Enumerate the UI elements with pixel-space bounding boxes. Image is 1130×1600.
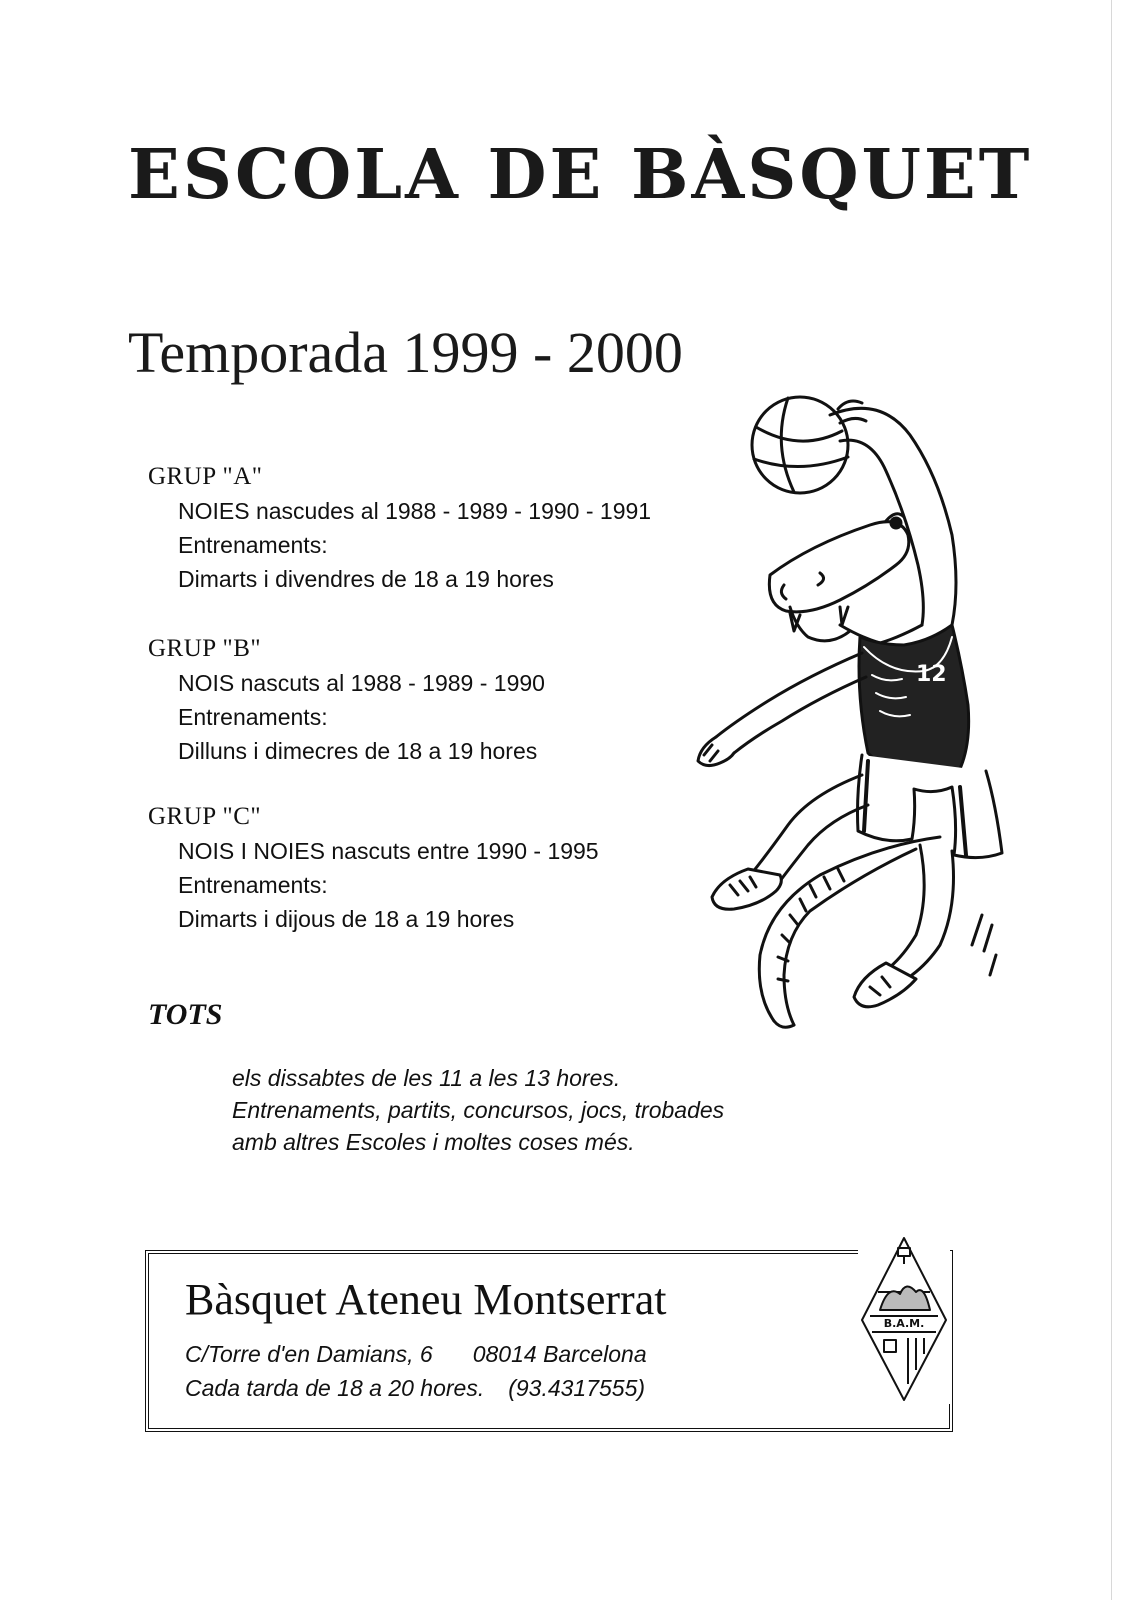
jersey-number: 12 [916, 662, 947, 687]
club-hours: Cada tarda de 18 a 20 hores. [185, 1375, 485, 1401]
page-title: ESCOLA DE BÀSQUET [128, 135, 1033, 215]
club-crest-initials: B.A.M. [883, 1317, 925, 1330]
group-c-players: NOIS I NOIES nascuts entre 1990 - 1995 [178, 838, 599, 864]
group-a-training-label: Entrenaments: [178, 532, 328, 558]
tots-title: TOTS [148, 998, 223, 1031]
group-c-schedule: Dimarts i dijous de 18 a 19 hores [178, 906, 515, 932]
club-address: C/Torre d'en Damians, 6 [185, 1341, 433, 1367]
club-name: Bàsquet Ateneu Montserrat [185, 1275, 667, 1324]
group-c-training-label: Entrenaments: [178, 872, 328, 898]
tots-line-3: amb altres Escoles i moltes coses més. [232, 1129, 635, 1155]
season-title: Temporada 1999 - 2000 [128, 320, 683, 385]
tots-line-1: els dissabtes de les 11 a les 13 hores. [232, 1065, 621, 1091]
page-edge [1111, 0, 1112, 1600]
tots-description [232, 1062, 852, 1158]
club-phone: (93.4317555) [508, 1375, 646, 1401]
club-crest-icon [858, 1234, 950, 1404]
group-b-schedule: Dilluns i dimecres de 18 a 19 hores [178, 738, 538, 764]
basketball-icon [752, 397, 848, 493]
group-b-training-label: Entrenaments: [178, 704, 328, 730]
crocodile-basketball-player-icon [690, 375, 1010, 1045]
group-b-section [148, 632, 748, 768]
club-postal-city: 08014 Barcelona [472, 1341, 647, 1367]
group-c-name: GRUP "C" [148, 803, 262, 830]
group-a-schedule: Dimarts i divendres de 18 a 19 hores [178, 566, 554, 592]
club-hours-line [185, 1372, 645, 1404]
group-c-section [148, 800, 748, 936]
group-b-name: GRUP "B" [148, 635, 262, 662]
group-a-section [148, 460, 748, 596]
tots-line-2: Entrenaments, partits, concursos, jocs, trobades [232, 1097, 725, 1123]
club-info-box [145, 1250, 953, 1432]
group-b-players: NOIS nascuts al 1988 - 1989 - 1990 [178, 670, 545, 696]
club-address-line [185, 1338, 647, 1370]
group-a-players: NOIES nascudes al 1988 - 1989 - 1990 - 1991 [178, 498, 652, 524]
group-a-name: GRUP "A" [148, 463, 263, 490]
